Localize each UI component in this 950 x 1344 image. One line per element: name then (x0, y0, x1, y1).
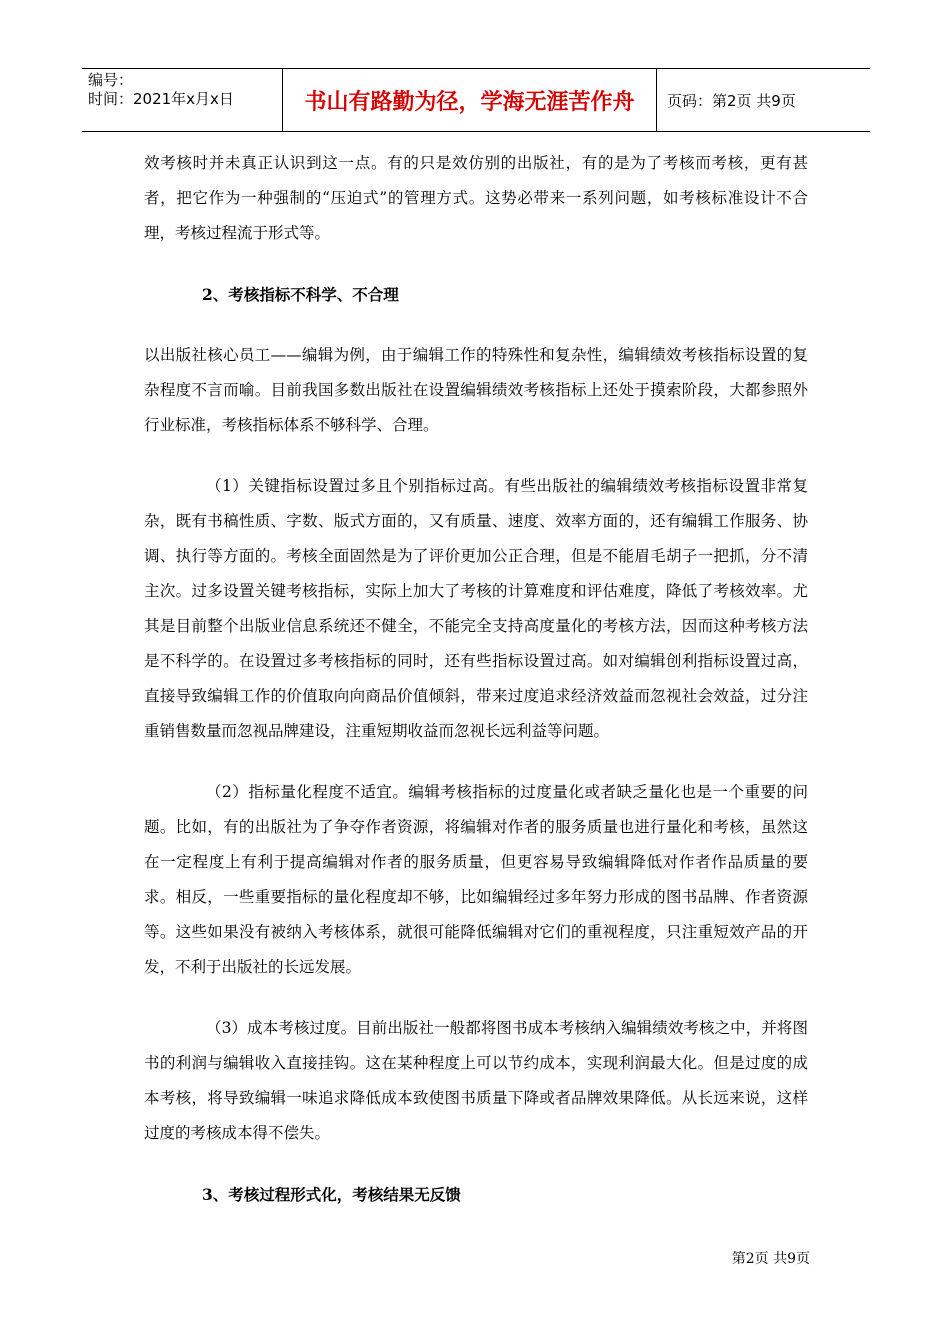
paragraph-quantification: （2）指标量化程度不适宜。编辑考核指标的过度量化或者缺乏量化也是一个重要的问题。比如，有的出版社为了争夺作者资源，将编辑对作者的服务质量也进行量化和考核，虽然这在一定程度上有利于提高编辑对作者的服务质量，但更容易导致编辑降低对作者作品质量的要求。相反，一些重要指标的量化程度却不够，比如编辑经过多年努力形成的图书品牌、作者资源等。这些如果没有被纳入考核体系，就很可能降低编辑对它们的重视程度，只注重短效产品的开发，不利于出版社的长远发展。 (144, 783, 808, 976)
document-body (144, 146, 808, 1238)
section-heading-2: 2、考核指标不科学、不合理 (202, 285, 399, 304)
document-time-label: 时间：2021年x月x日 (88, 90, 234, 108)
document-number-label: 编号： (88, 71, 134, 89)
header-page-label: 页码：第2页 共9页 (667, 91, 796, 110)
paragraph-key-indicators: （1）关键指标设置过多且个别指标过高。有些出版社的编辑绩效考核指标设置非常复杂，既有书稿性质、字数、版式方面的，又有质量、速度、效率方面的，还有编辑工作服务、协调、执行等方面的。考核全面固然是为了评价更加公正合理，但是不能眉毛胡子一把抓，分不清主次。过多设置关键考核指标，实际上加大了考核的计算难度和评估难度，降低了考核效率。尤其是目前整个出版业信息系统还不健全，不能完全支持高度量化的考核方法，因而这种考核方法是不科学的。在设置过多考核指标的同时，还有些指标设置过高。如对编辑创利指标设置过高，直接导致编辑工作的价值取向向商品价值倾斜，带来过度追求经济效益而忽视社会效益，过分注重销售数量而忽视品牌建设，注重短期收益而忽视长远利益等问题。 (144, 477, 808, 740)
paragraph-continued: 效考核时并未真正认识到这一点。有的只是效仿别的出版社，有的是为了考核而考核，更有甚者，把它作为一种强制的“压迫式”的管理方式。这势必带来一系列问题，如考核标准设计不合理，考核过程流于形式等。 (144, 154, 808, 242)
section-heading-3: 3、考核过程形式化，考核结果无反馈 (202, 1185, 461, 1204)
paragraph-editor-example: 以出版社核心员工——编辑为例，由于编辑工作的特殊性和复杂性，编辑绩效考核指标设置的复杂程度不言而喻。目前我国多数出版社在设置编辑绩效考核指标上还处于摸索阶段，大都参照外行业标准，考核指标体系不够科学、合理。 (144, 346, 808, 434)
header-meta (82, 69, 282, 131)
header-motto: 书山有路勤为径，学海无涯苦作舟 (282, 69, 657, 131)
paragraph-cost-assessment: （3）成本考核过度。目前出版社一般都将图书成本考核纳入编辑绩效考核之中，并将图书的利润与编辑收入直接挂钩。这在某种程度上可以节约成本，实现利润最大化。但是过度的成本考核，将导致编辑一味追求降低成本致使图书质量下降或者品牌效果降低。从长远来说，这样过度的考核成本得不偿失。 (144, 1019, 808, 1142)
page-footer-number: 第2页 共9页 (731, 1251, 810, 1267)
page-header (82, 68, 870, 132)
